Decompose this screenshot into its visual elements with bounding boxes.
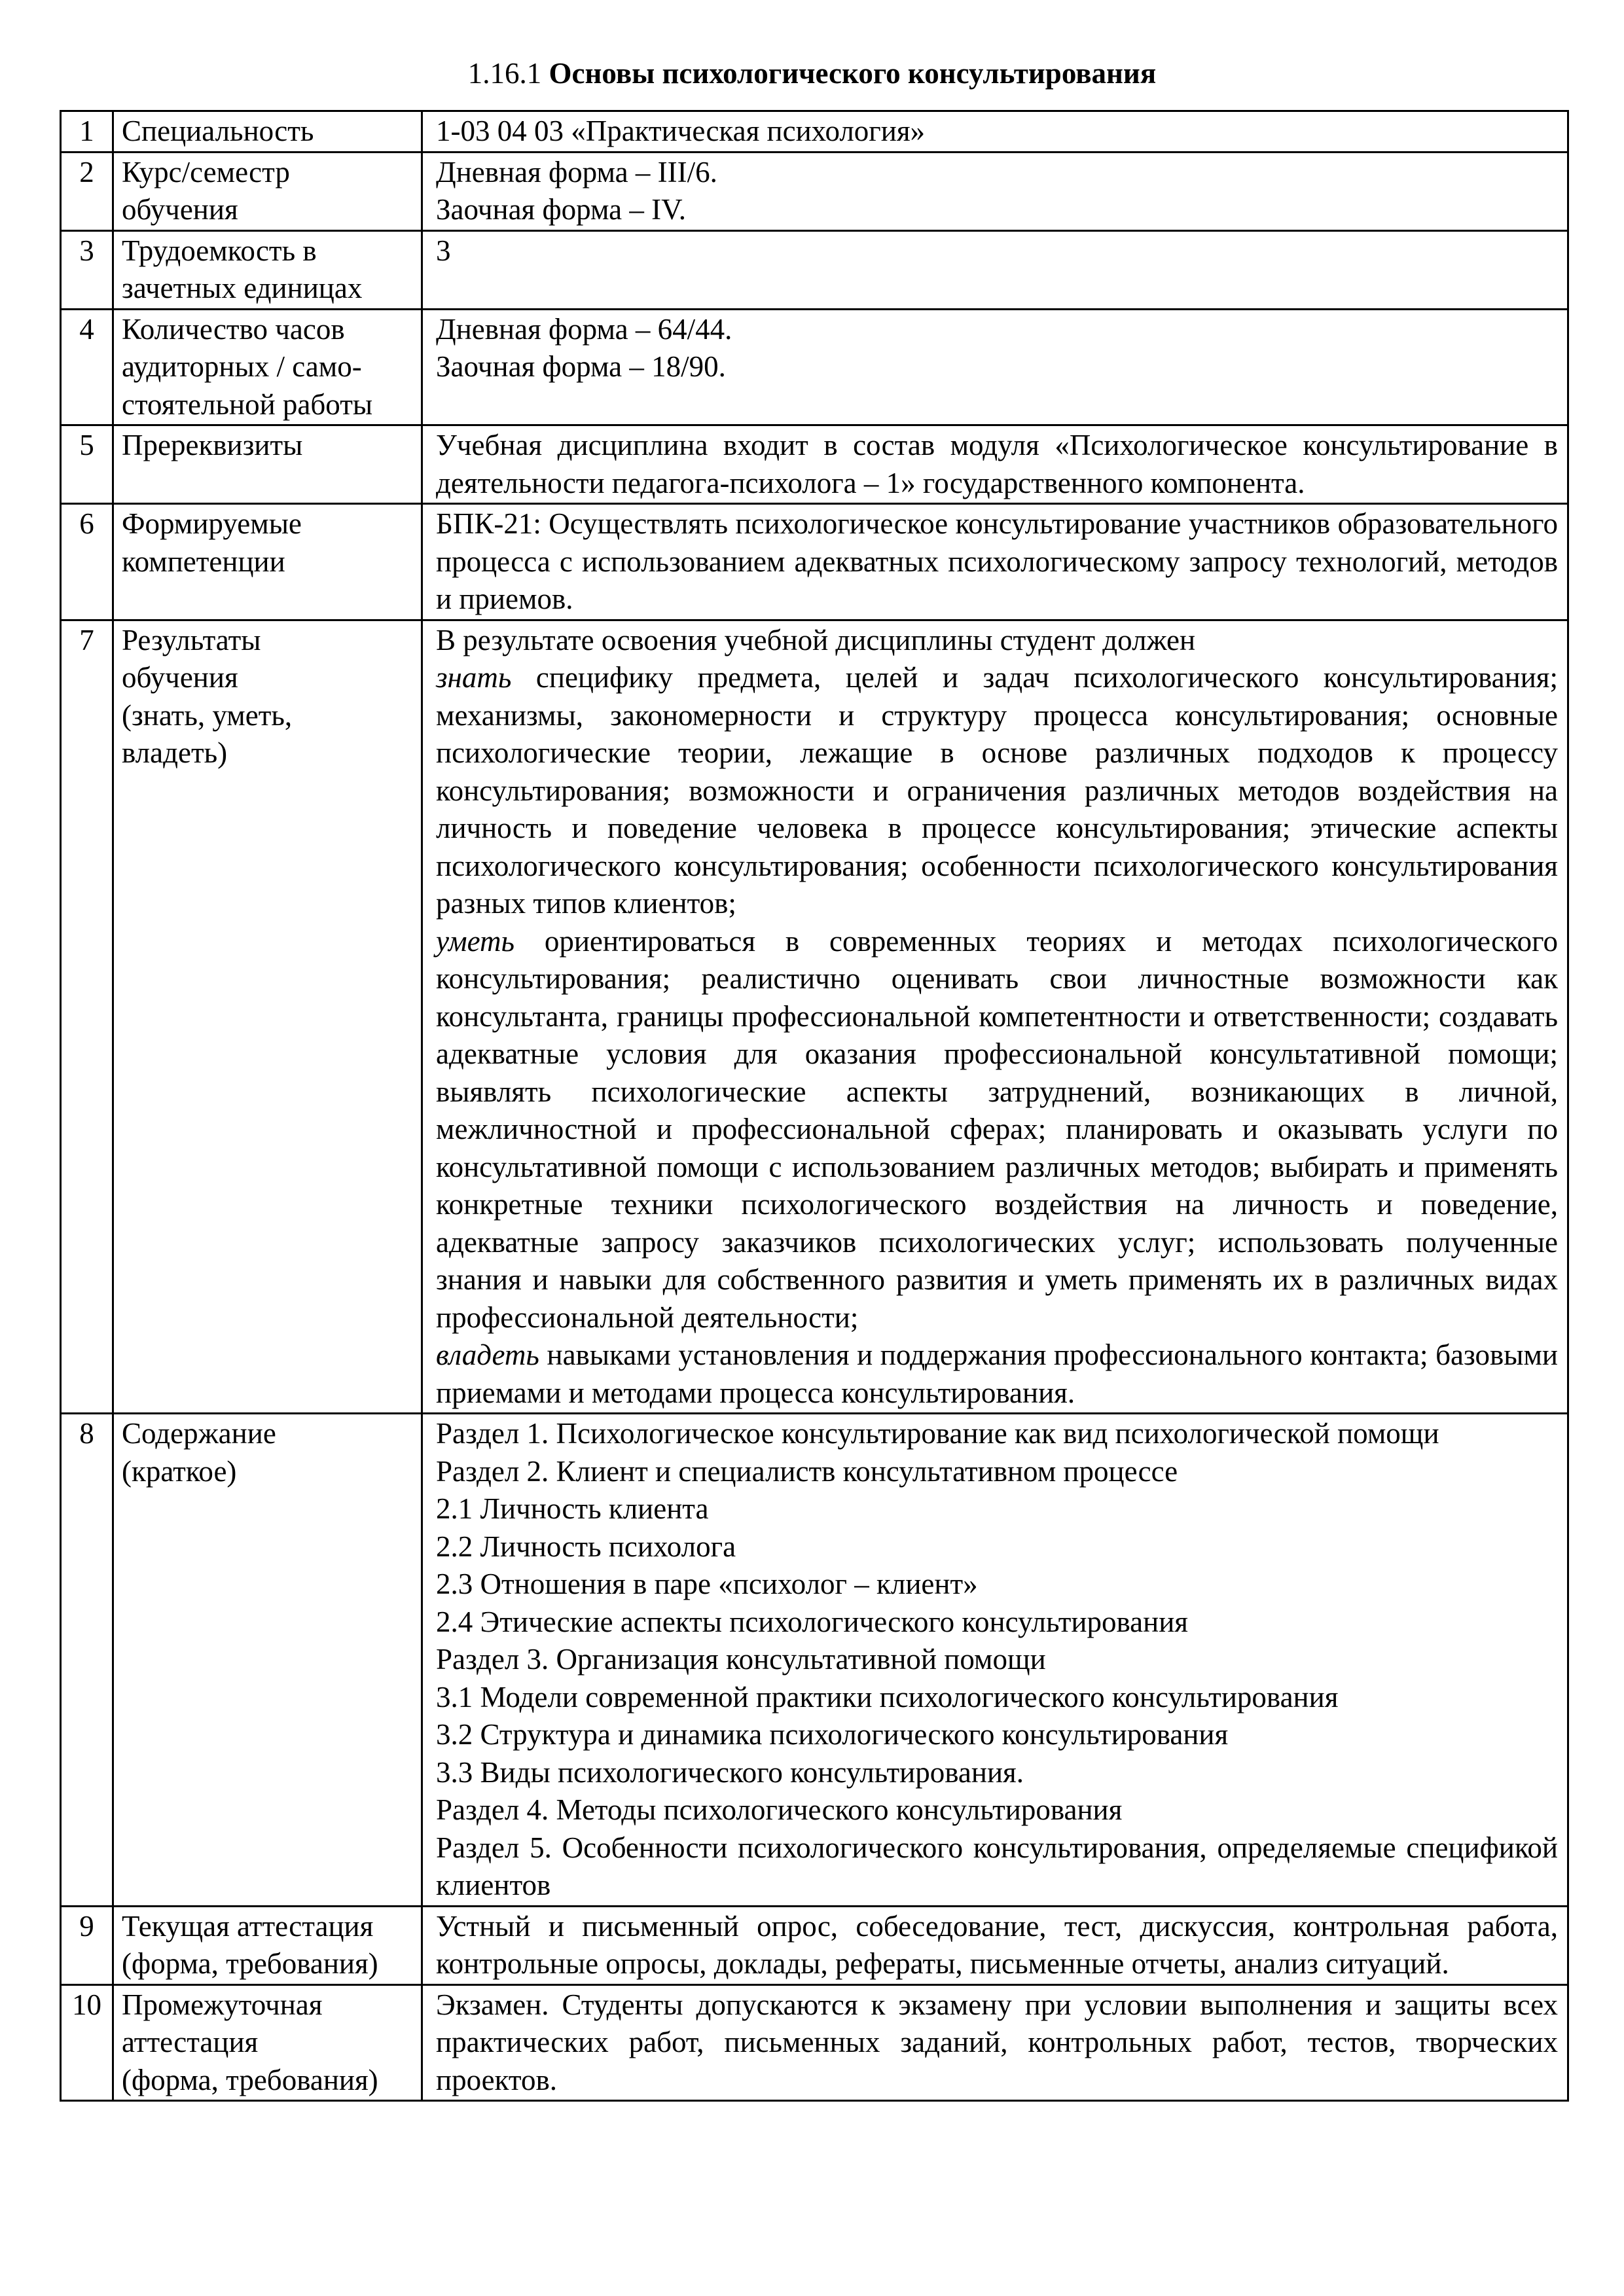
content-line: Раздел 4. Методы психологического консультирования bbox=[436, 1793, 1123, 1826]
can-keyword: уметь bbox=[436, 924, 514, 958]
section-title: Основы психологического консультирования bbox=[549, 57, 1157, 90]
row-label-line: Текущая аттестация bbox=[122, 1909, 374, 1943]
row-number: 2 bbox=[61, 152, 113, 230]
row-label bbox=[113, 425, 422, 504]
row-number: 5 bbox=[61, 425, 113, 504]
row-label-line: Результаты bbox=[122, 623, 261, 656]
content-line: 3.3 Виды психологического консультирования. bbox=[436, 1755, 1024, 1789]
row-label bbox=[113, 504, 422, 620]
content-line: Раздел 3. Организация консультативной помощи bbox=[436, 1643, 1046, 1676]
row-label-line: владеть) bbox=[122, 736, 228, 769]
row-value-line: Заочная форма – IV. bbox=[436, 193, 687, 226]
row-label-line: Содержание bbox=[122, 1417, 276, 1450]
content-line: 2.1 Личность клиента bbox=[436, 1492, 709, 1525]
row-label-line: (знать, уметь, bbox=[122, 698, 293, 732]
own-paragraph bbox=[436, 1336, 1558, 1412]
row-label-line: Формируемые bbox=[122, 507, 302, 540]
know-paragraph bbox=[436, 659, 1558, 923]
table-row bbox=[61, 152, 1568, 230]
own-keyword: владеть bbox=[436, 1338, 539, 1371]
row-number: 10 bbox=[61, 1984, 113, 2101]
row-label-line: аудиторных / само- bbox=[122, 350, 362, 383]
row-label-line: стоятельной работы bbox=[122, 387, 373, 421]
row-label bbox=[113, 309, 422, 425]
row-value-line: Дневная форма – III/6. bbox=[436, 155, 717, 188]
table-row bbox=[61, 620, 1568, 1414]
row-value-line: Заочная форма – 18/90. bbox=[436, 350, 726, 383]
row-value bbox=[422, 1414, 1568, 1907]
row-label-line: Пререквизиты bbox=[122, 429, 303, 461]
row-label-line: аттестация bbox=[122, 2026, 259, 2058]
table-row bbox=[61, 425, 1568, 504]
row-number: 7 bbox=[61, 620, 113, 1414]
row-label-line: Промежуточная bbox=[122, 1988, 323, 2021]
content-line: Раздел 5. Особенности психологического консультирования, определяемые спецификой клиентов bbox=[436, 1831, 1558, 1901]
row-label-line: Специальность bbox=[122, 115, 314, 147]
row-value-line: 1-03 04 03 «Практическая психология» bbox=[436, 115, 926, 147]
row-label bbox=[113, 620, 422, 1414]
row-value bbox=[422, 309, 1568, 425]
row-label bbox=[113, 152, 422, 230]
row-value bbox=[422, 230, 1568, 309]
row-label-line: зачетных единицах bbox=[122, 272, 363, 304]
table-row bbox=[61, 1984, 1568, 2101]
row-number: 1 bbox=[61, 111, 113, 152]
row-number: 4 bbox=[61, 309, 113, 425]
row-label bbox=[113, 111, 422, 152]
row-value bbox=[422, 504, 1568, 620]
content-line: 2.4 Этические аспекты психологического консультирования bbox=[436, 1605, 1188, 1638]
know-keyword: знать bbox=[436, 661, 512, 694]
row-number: 9 bbox=[61, 1906, 113, 1984]
row-value bbox=[422, 111, 1568, 152]
row-label-line: компетенции bbox=[122, 545, 285, 578]
can-text: ориентироваться в современных теориях и методах психологического консультирования; реалистично оценивать свои личностные возможности как консультанта, границы профессиональной компетентности и ответственности; создавать адекватные условия для оказания профессиональной консультативной помощи; выявлять психологические аспекты затруднений, возникающих в личной, межличностной и профессиональной сферах; планировать и оказывать услуги по консультативной помощи с использованием различных методов; выбирать и применять конкретные техники психологического воздействия на личность и поведение, адекватные запросу заказчиков психологических услуг; использовать полученные знания и навыки для собственного развития и уметь применять их в различных видах профессиональной деятельности; bbox=[436, 924, 1559, 1334]
table-row bbox=[61, 1906, 1568, 1984]
row-label bbox=[113, 230, 422, 309]
intermediate-assessment-text: Экзамен. Студенты допускаются к экзамену при условии выполнения и защиты всех практических работ, письменных заданий, контрольных работ, тестов, творческих проектов. bbox=[436, 1988, 1558, 2096]
row-value bbox=[422, 620, 1568, 1414]
prerequisites-text: Учебная дисциплина входит в состав модуля «Психологическое консультирование в деятельности педагога-психолога – 1» государственного компонента. bbox=[436, 429, 1558, 499]
content-line: Раздел 1. Психологическое консультирование как вид психологической помощи bbox=[436, 1417, 1439, 1450]
current-assessment-text: Устный и письменный опрос, собеседование, тест, дискуссия, контрольная работа, контрольные опросы, доклады, рефераты, письменные отчеты, анализ ситуаций. bbox=[436, 1909, 1558, 1980]
row-value bbox=[422, 1906, 1568, 1984]
row-label-line: Количество часов bbox=[122, 312, 345, 346]
own-text: навыками установления и поддержания профессионального контакта; базовыми приемами и методами процесса консультирования. bbox=[436, 1338, 1559, 1409]
table-row bbox=[61, 504, 1568, 620]
row-value-line: 3 bbox=[436, 234, 451, 267]
can-paragraph bbox=[436, 923, 1558, 1337]
table-row bbox=[61, 1414, 1568, 1907]
row-number: 6 bbox=[61, 504, 113, 620]
table-row bbox=[61, 111, 1568, 152]
know-text: специфику предмета, целей и задач психологического консультирования; механизмы, закономерности и структуру процесса консультирования; основные психологические теории, лежащие в основе различных подходов к процессу консультирования; возможности и ограничения различных методов воздействия на личность и поведение человека в процессе консультирования; этические аспекты психологического консультирования; особенности психологического консультирования разных типов клиентов; bbox=[436, 661, 1559, 920]
row-label bbox=[113, 1414, 422, 1907]
content-line: 2.3 Отношения в паре «психолог – клиент» bbox=[436, 1568, 978, 1600]
row-label bbox=[113, 1906, 422, 1984]
row-value bbox=[422, 152, 1568, 230]
content-line: 3.2 Структура и динамика психологического консультирования bbox=[436, 1718, 1229, 1751]
learning-outcomes-intro: В результате освоения учебной дисциплины студент должен bbox=[436, 623, 1196, 656]
row-number: 3 bbox=[61, 230, 113, 309]
row-label-line: (форма, требования) bbox=[122, 2063, 378, 2096]
row-label-line: Трудоемкость в bbox=[122, 234, 317, 267]
table-row bbox=[61, 230, 1568, 309]
content-line: 2.2 Личность психолога bbox=[436, 1530, 736, 1563]
table-row bbox=[61, 309, 1568, 425]
row-number: 8 bbox=[61, 1414, 113, 1907]
row-value bbox=[422, 425, 1568, 504]
row-label-line: (краткое) bbox=[122, 1454, 237, 1488]
row-label-line: (форма, требования) bbox=[122, 1947, 378, 1980]
content-line: Раздел 2. Клиент и специалиств консультативном процессе bbox=[436, 1454, 1178, 1488]
row-label-line: Курс/семестр bbox=[122, 155, 290, 188]
section-number: 1.16.1 bbox=[467, 57, 542, 90]
course-spec-table bbox=[60, 110, 1569, 2102]
page-title bbox=[0, 54, 1624, 93]
row-label-line: обучения bbox=[122, 661, 238, 694]
row-value bbox=[422, 1984, 1568, 2101]
row-label-line: обучения bbox=[122, 193, 238, 226]
row-value-line: Дневная форма – 64/44. bbox=[436, 312, 732, 346]
competencies-text: БПК-21: Осуществлять психологическое консультирование участников образовательного процесса с использованием адекватных психологическому запросу технологий, методов и приемов. bbox=[436, 507, 1558, 615]
content-line: 3.1 Модели современной практики психологического консультирования bbox=[436, 1680, 1339, 1713]
row-label bbox=[113, 1984, 422, 2101]
